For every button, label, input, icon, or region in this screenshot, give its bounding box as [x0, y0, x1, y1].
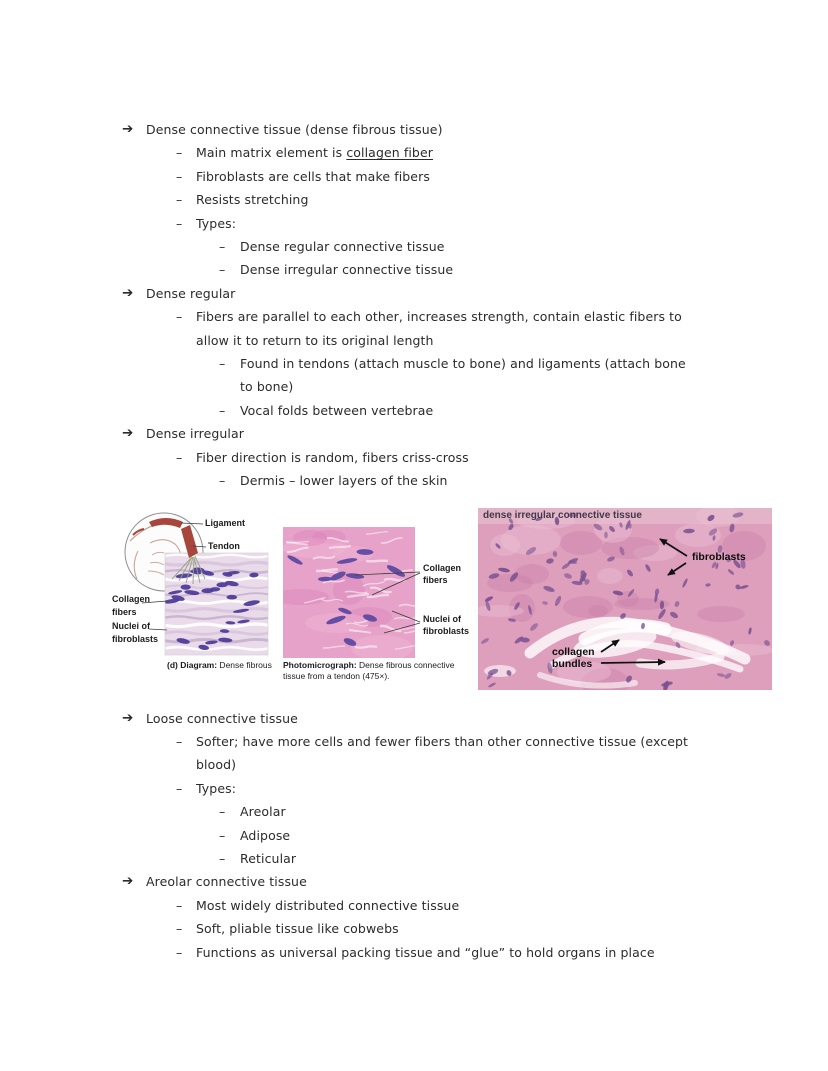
caption-rest: Dense fibrous — [217, 659, 272, 670]
note-text: Most widely distributed connective tissue — [196, 897, 460, 913]
caption-bold: (d) Diagram: — [167, 659, 218, 670]
ligament-label: Ligament — [205, 517, 246, 528]
label-line: Nuclei of — [112, 620, 151, 631]
note-line — [176, 188, 828, 211]
dash-bullet-icon: – — [176, 733, 183, 749]
dash-bullet-icon: – — [219, 850, 226, 866]
note-line — [122, 422, 828, 445]
tendon-label: Tendon — [208, 540, 240, 551]
dash-bullet-icon: – — [176, 309, 183, 325]
label-line: Nuclei of — [423, 613, 462, 624]
dash-bullet-icon: – — [219, 827, 226, 843]
dash-bullet-icon: – — [176, 168, 183, 184]
dash-bullet-icon: – — [219, 239, 226, 255]
dash-bullet-icon: – — [176, 921, 183, 937]
caption-rest: Dense fibrous connective tissue from a tendon (475×). — [283, 659, 455, 681]
note-text: Loose connective tissue — [146, 710, 298, 726]
note-line — [219, 399, 828, 422]
label-line: fibers — [112, 607, 137, 617]
note-line — [176, 165, 828, 188]
dash-bullet-icon: – — [176, 897, 183, 913]
note-text: Dermis – lower layers of the skin — [240, 473, 448, 489]
photomicrograph-figure — [273, 527, 426, 661]
diagram-caption — [167, 660, 282, 671]
dash-bullet-icon: – — [219, 804, 226, 820]
nuclei-fibroblasts-label — [112, 620, 158, 647]
caption-bold: Photomicrograph: — [283, 659, 357, 670]
label-line: Collagen — [112, 593, 151, 604]
note-text: Found in tendons (attach muscle to bone) and ligaments (attach bone — [240, 356, 686, 372]
dash-bullet-icon: – — [219, 402, 226, 418]
arrow-bullet-icon: ➔ — [122, 709, 134, 726]
note-text: Dense regular connective tissue — [240, 239, 445, 255]
note-line — [219, 352, 828, 399]
fibroblasts-label: fibroblasts — [692, 550, 746, 563]
note-text: Dense connective tissue (dense fibrous tissue) — [146, 122, 443, 137]
note-line — [219, 847, 828, 870]
note-text: Areolar connective tissue — [146, 874, 307, 890]
note-text-pre: Main matrix element is — [196, 145, 347, 161]
note-text: Dense irregular — [146, 426, 244, 442]
nuclei-fibroblasts-label — [423, 613, 469, 638]
note-line — [176, 777, 828, 800]
dash-bullet-icon: – — [219, 262, 226, 278]
arrow-bullet-icon: ➔ — [122, 873, 134, 890]
note-line — [122, 282, 828, 305]
note-text: Types: — [196, 215, 237, 231]
note-line — [176, 941, 828, 964]
note-line — [176, 305, 828, 352]
note-text — [196, 141, 828, 164]
label-line: fibers — [423, 575, 448, 585]
note-line — [176, 141, 828, 164]
note-line — [219, 824, 828, 847]
note-text-wrap: blood) — [196, 757, 237, 773]
note-text: Soft, pliable tissue like cobwebs — [196, 921, 399, 937]
note-text: Dense irregular connective tissue — [240, 262, 454, 278]
dash-bullet-icon: – — [219, 356, 226, 372]
note-line — [219, 469, 828, 492]
photomicrograph-caption — [283, 660, 468, 682]
note-text: Fiber direction is random, fibers criss-cross — [196, 449, 469, 465]
dense-irregular-photo — [472, 505, 774, 698]
note-text: Vocal folds between vertebrae — [240, 402, 434, 418]
note-line — [122, 707, 828, 730]
note-text: Reticular — [240, 850, 297, 866]
note-line — [219, 800, 828, 823]
note-text: Areolar — [240, 804, 286, 820]
label-line: Collagen — [423, 562, 462, 573]
note-text: Fibers are parallel to each other, increases strength, contain elastic fibers to — [196, 309, 682, 325]
note-text-wrap: allow it to return to its original length — [196, 332, 434, 348]
dash-bullet-icon: – — [219, 473, 226, 489]
label-line: fibroblasts — [423, 626, 470, 636]
note-text: Dense regular — [146, 285, 236, 301]
dash-bullet-icon: – — [176, 145, 183, 161]
note-text: Functions as universal packing tissue and “glue” to hold organs in place — [196, 944, 655, 960]
note-text: Softer; have more cells and fewer fibers than other connective tissue (except — [196, 733, 689, 749]
dash-bullet-icon: – — [176, 944, 183, 960]
notes-section-dense — [0, 0, 828, 493]
dense-irregular-title: dense irregular connective tissue — [483, 509, 642, 521]
arrow-bullet-icon: ➔ — [122, 425, 134, 442]
note-line — [176, 917, 828, 940]
note-text: Types: — [196, 780, 237, 796]
figures-strip — [0, 493, 828, 707]
note-text: Fibroblasts are cells that make fibers — [196, 168, 430, 184]
arrow-bullet-icon: ➔ — [122, 284, 134, 301]
note-line — [219, 258, 828, 281]
notes-section-loose — [0, 707, 828, 964]
note-text: Resists stretching — [196, 192, 309, 208]
dash-bullet-icon: – — [176, 192, 183, 208]
collagen-bundles-label — [552, 646, 595, 670]
note-line — [122, 118, 828, 141]
dash-bullet-icon: – — [176, 449, 183, 465]
note-line — [122, 870, 828, 893]
note-text-underlined: collagen fiber — [346, 145, 433, 161]
diagram-figure — [163, 553, 269, 655]
label-line: fibroblasts — [112, 634, 159, 644]
collagen-fibers-label — [112, 593, 150, 620]
note-text: Adipose — [240, 827, 291, 843]
note-line — [176, 212, 828, 235]
arrow-bullet-icon: ➔ — [122, 121, 134, 137]
label-line: bundles — [552, 657, 593, 670]
dash-bullet-icon: – — [176, 780, 183, 796]
label-line: collagen — [552, 645, 595, 658]
note-text-wrap: to bone) — [240, 379, 294, 395]
dash-bullet-icon: – — [176, 215, 183, 231]
note-line — [176, 894, 828, 917]
note-line — [176, 446, 828, 469]
note-line — [176, 730, 828, 777]
collagen-fibers-label — [423, 562, 461, 587]
note-line — [219, 235, 828, 258]
